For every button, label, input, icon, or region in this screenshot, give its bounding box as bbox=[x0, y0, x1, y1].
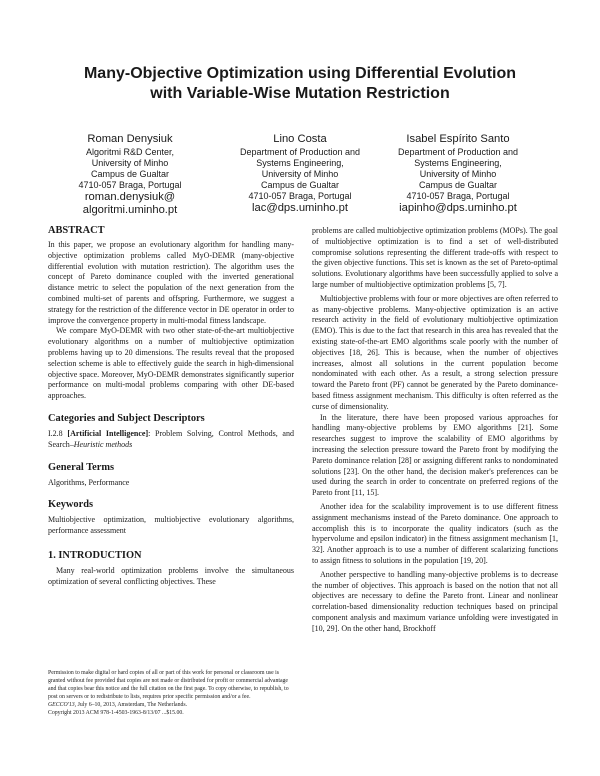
right-paragraph-2: Multiobjective problems with four or more objectives are often referred to as many-objective problems. Many-objective optimization is an active research activity in the field of evolutionary multiobjective optimization (EMO). This is due to the fact that research in this area has revealed that the existing state-of-the-art EMO algorithms scale poorly with the number of objectives [18, 26]. This is because, when the number of objectives increases, almost all solutions in the current population become nondominated with each other. As a result, a strong selection pressure toward the Pareto front (PF) cannot be generated by the Pareto dominance-based fitness assignment mechanism. This difficulty is often referred as the curse of dimensionality. bbox=[312, 293, 558, 411]
author-affiliation-line: 4710-057 Braga, Portugal bbox=[248, 191, 352, 201]
categories-text bbox=[48, 429, 294, 451]
abstract-heading: ABSTRACT bbox=[48, 225, 105, 236]
keywords-text: Multiobjective optimization, multiobjective evolutionary algorithms, performance assessment bbox=[48, 515, 294, 536]
author-affiliation-line: University of Minho bbox=[261, 169, 339, 179]
left-column bbox=[48, 224, 294, 588]
introduction-paragraph-1: Many real-world optimization problems involve the simultaneous optimization of several conflicting objectives. These bbox=[48, 565, 294, 586]
right-paragraph-3: In the literature, there have been proposed various approaches for handling many-objective problems by EMO algorithms [21]. Some researches suggest to improve the scalability of EMO algorithms by increasing the selection pressure toward the Pareto front by modifying the Pareto dominance relation [28] or assigning different ranks to nondominated solutions [23]. On the other hand, the decision maker's preferences can be used during the search in order to concentrate on preferred regions of the Pareto front [11, 15]. bbox=[312, 412, 558, 498]
title-line-1: Many-Objective Optimization using Differential Evolution bbox=[83, 65, 517, 82]
author-affiliation-line: University of Minho bbox=[419, 169, 497, 179]
author-affiliation-line: University of Minho bbox=[91, 158, 169, 168]
author-affiliation-line: Systems Engineering, bbox=[414, 158, 502, 168]
title-line-2: with Variable-Wise Mutation Restriction bbox=[150, 85, 450, 102]
author-3 bbox=[378, 132, 538, 215]
author-affiliation-line: Algoritmi R&D Center, bbox=[85, 147, 175, 157]
author-2 bbox=[220, 132, 380, 215]
author-email-line[interactable]: lac@dps.uminho.pt bbox=[252, 202, 348, 214]
author-affiliation-line: 4710-057 Braga, Portugal bbox=[78, 180, 182, 190]
copyright-footnote bbox=[48, 670, 294, 717]
category-description: : Problem Solving, Control Methods, and Search– bbox=[48, 428, 294, 449]
abstract-paragraph-2: We compare MyO-DEMR with two other state-of-the-art multiobjective evolutionary algorithms on a number of multiobjective optimization problems having up to 20 dimensions. The results reveal that the proposed selection scheme is able to effectively guide the search in high-dimensional objective space. Moreover, MyO-DEMR demonstrates significantly superior performance on multi-modal problems comparing with other DE-based approaches. bbox=[48, 326, 294, 401]
author-email-line[interactable]: iapinho@dps.uminho.pt bbox=[399, 202, 517, 214]
category-subject: Heuristic methods bbox=[73, 439, 133, 449]
right-paragraph-5: Another perspective to handling many-objective problems is to decrease the number of objectives. This approach is based on the notion that not all objectives are necessary to define the Pareto front. Linear and nonlinear correlation-based dimensionality reduction techniques based on principal component analysis and maximum variance unfolding were investigated in [10, 29]. On the other hand, Brockhoff bbox=[312, 569, 558, 633]
right-paragraph-1: problems are called multiobjective optimization problems (MOPs). The goal of multiobjective optimization is to find a set of well-distributed compromise solutions representing the different trade-offs with respect to the given objective functions. This set is known as the set of Pareto-optimal solutions. Evolutionary algorithms have been successfully applied to solve a large number of multiobjective optimization problems [5, 7]. bbox=[312, 226, 558, 289]
author-email-line[interactable]: algoritmi.uminho.pt bbox=[82, 204, 178, 216]
general-terms-text: Algorithms, Performance bbox=[48, 477, 130, 487]
general-terms-heading: General Terms bbox=[48, 461, 115, 473]
author-affiliation-line: Campus de Gualtar bbox=[418, 180, 498, 190]
introduction-heading: 1. INTRODUCTION bbox=[48, 549, 142, 561]
keywords-heading: Keywords bbox=[48, 499, 94, 511]
author-affiliation-line: Systems Engineering, bbox=[256, 158, 344, 168]
author-1 bbox=[50, 132, 210, 217]
category-area: [Artificial Intelligence] bbox=[67, 428, 149, 438]
conference-name: GECCO'13, bbox=[48, 701, 77, 708]
author-affiliation-line: Department of Production and bbox=[239, 147, 361, 157]
category-code: I.2.8 bbox=[48, 428, 63, 438]
right-paragraph-4: Another idea for the scalability improvement is to use different fitness assignment mechanisms instead of the Pareto dominance. One approach to accomplish this is to incorporate the quality indicators (such as the hypervolume and epsilon indicator) in the fitness assignment mechanism [1, 32]. Another approach is to use a number of different scalarizing functions to assign fitness to solutions in the population [19, 20]. bbox=[312, 501, 558, 565]
paper-title bbox=[0, 64, 600, 104]
author-name: Lino Costa bbox=[273, 133, 327, 145]
author-affiliation-line: Department of Production and bbox=[397, 147, 519, 157]
copyright-line: Copyright 2013 ACM 978-1-4503-1963-8/13/07 ...$15.00. bbox=[48, 709, 184, 716]
categories-heading: Categories and Subject Descriptors bbox=[48, 412, 205, 424]
author-affiliation-line: 4710-057 Braga, Portugal bbox=[406, 191, 510, 201]
author-affiliation-line: Campus de Gualtar bbox=[90, 169, 170, 179]
abstract-paragraph-1: In this paper, we propose an evolutionary algorithm for handling many-objective optimization problems called MyO-DEMR (many-objective differential evolution with mutation restriction). The algorithm uses the concept of Pareto dominance coupled with the inverted generational distance metric to select the population of the next generation from the combined multi-set of parents and offspring. Furthermore, we suggest a strategy for the restriction of the difference vector in DE operator in order to improve the convergence property in multi-modal fitness landscape. bbox=[48, 240, 294, 325]
conference-line bbox=[48, 702, 294, 710]
author-email-line[interactable]: roman.denysiuk@ bbox=[84, 191, 176, 203]
permission-notice: Permission to make digital or hard copies of all or part of this work for personal or classroom use is granted without fee provided that copies are not made or distributed for profit or commercial advantage and that copies bear this notice and the full citation on the first page. To copy otherwise, to republish, to post on servers or to redistribute to lists, requires prior specific permission and/or a fee. bbox=[48, 670, 289, 700]
right-column bbox=[312, 226, 558, 634]
conference-details: July 6–10, 2013, Amsterdam, The Netherlands. bbox=[76, 701, 188, 708]
author-name: Isabel Espírito Santo bbox=[406, 133, 510, 145]
author-name: Roman Denysiuk bbox=[87, 133, 173, 145]
author-affiliation-line: Campus de Gualtar bbox=[260, 180, 340, 190]
